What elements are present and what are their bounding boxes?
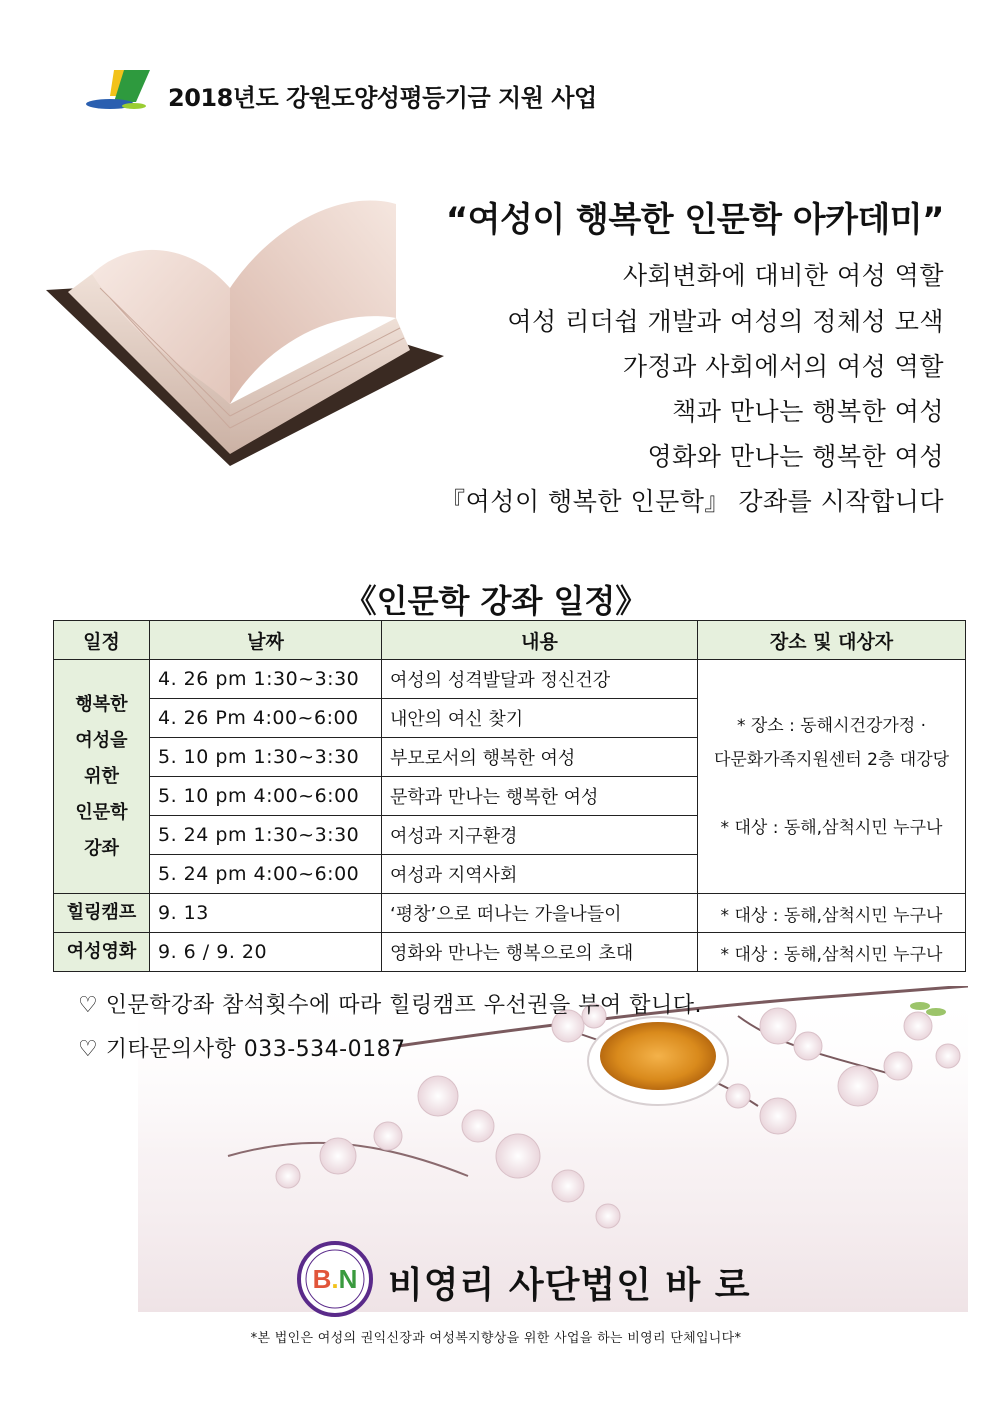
place-line: 다문화가족지원센터 2층 대강당 [713,749,950,770]
content-cell: 여성과 지구환경 [382,816,698,855]
intro-line: 가정과 사회에서의 여성 역할 [622,352,944,381]
column-header: 내용 [382,621,698,660]
place-line [702,777,961,811]
table-row [54,660,966,699]
schedule-title: 《인문학 강좌 일정》 [344,582,648,620]
category-cell: 여성영화 [54,933,150,972]
place-cell [698,660,966,894]
date-cell: 5. 24 pm 1:30~3:30 [150,816,382,855]
intro-line: 『여성이 행복한 인문학』 강좌를 시작합니다 [440,487,944,516]
category-cell [54,660,150,894]
place-cell: * 대상 : 동해,삼척시민 누구나 [698,894,966,933]
content-cell: 여성과 지역사회 [382,855,698,894]
category-line: 강좌 [84,837,119,859]
date-cell: 4. 26 pm 1:30~3:30 [150,660,382,699]
category-cell: 힐링캠프 [54,894,150,933]
content-cell: 여성의 성격발달과 정신건강 [382,660,698,699]
content-cell: 영화와 만나는 행복으로의 초대 [382,933,698,972]
place-cell: * 대상 : 동해,삼척시민 누구나 [698,933,966,972]
open-book-illustration [40,178,450,476]
content-cell: 문학과 만나는 행복한 여성 [382,777,698,816]
date-cell: 9. 6 / 9. 20 [150,933,382,972]
place-line: * 장소 : 동해시건강가정 · [736,715,927,736]
footer-note: *본 법인은 여성의 권익신장과 여성복지향상을 위한 사업을 하는 비영리 단체입니다* [250,1331,742,1346]
date-cell: 4. 26 Pm 4:00~6:00 [150,699,382,738]
schedule-table [53,620,966,972]
header-title: 2018년도 강원도양성평등기금 지원 사업 [168,84,597,112]
table-row [54,933,966,972]
date-cell: 9. 13 [150,894,382,933]
intro-line: 여성 리더쉽 개발과 여성의 정체성 모색 [507,307,944,336]
place-line: * 대상 : 동해,삼척시민 누구나 [720,817,943,838]
column-header: 날짜 [150,621,382,660]
intro-title: “여성이 행복한 인문학 아카데미” [445,200,944,240]
category-line: 행복한 [75,693,128,715]
content-cell: 부모로서의 행복한 여성 [382,738,698,777]
category-line: 여성을 [75,729,128,751]
table-header-row [54,621,966,660]
gangwon-logo-icon [84,66,154,112]
date-cell: 5. 10 pm 1:30~3:30 [150,738,382,777]
note-line: ♡ 기타문의사항 033-534-0187 [78,1037,406,1062]
intro-line: 영화와 만나는 행복한 여성 [647,442,944,471]
table-row [54,894,966,933]
date-cell: 5. 10 pm 4:00~6:00 [150,777,382,816]
category-line: 인문학 [75,801,128,823]
organization-name: 비영리 사단법인 바 로 [388,1265,751,1306]
content-cell: 내안의 여신 찾기 [382,699,698,738]
svg-text:B.N: B.N [312,1264,358,1294]
date-cell: 5. 24 pm 4:00~6:00 [150,855,382,894]
column-header: 일정 [54,621,150,660]
category-line: 위한 [84,765,119,787]
intro-line: 책과 만나는 행복한 여성 [672,397,944,426]
baro-logo-icon [296,1240,374,1318]
note-line: ♡ 인문학강좌 참석횟수에 따라 힐링캠프 우선권을 부여 합니다. [78,993,702,1018]
content-cell: ‘평창’으로 떠나는 가을나들이 [382,894,698,933]
column-header: 장소 및 대상자 [698,621,966,660]
intro-line: 사회변화에 대비한 여성 역할 [622,261,944,290]
